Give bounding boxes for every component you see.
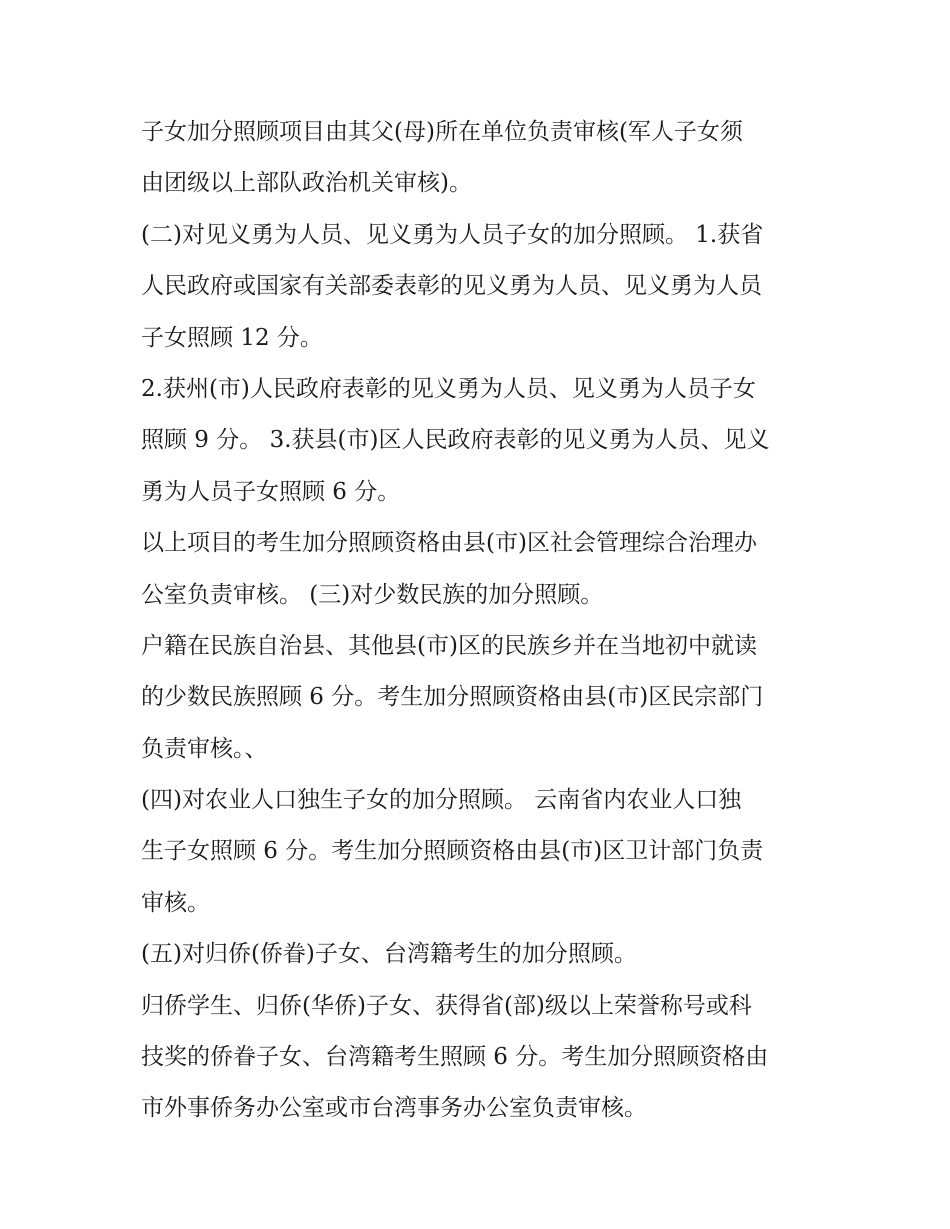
text-line-19: 技奖的侨眷子女、台湾籍考生照顾 6 分。考生加分照顾资格由 (141, 1044, 769, 1071)
text-line-17: (五)对归侨(侨眷)子女、台湾籍考生的加分照顾。 (141, 941, 637, 968)
text-line-7: 照顾 9 分。 3.获县(市)区人民政府表彰的见义勇为人员、见义 (141, 427, 770, 454)
text-line-3: (二)对见义勇为人员、见义勇为人员子女的加分照顾。 1.获省 (141, 221, 764, 248)
text-line-11: 户籍在民族自治县、其他县(市)区的民族乡并在当地初中就读 (141, 632, 757, 659)
text-line-1: 子女加分照顾项目由其父(母)所在单位负责审核(军人子女须 (141, 119, 743, 145)
document-body (141, 107, 821, 1135)
text-line-14: (四)对农业人口独生子女的加分照顾。 云南省内农业人口独 (141, 787, 742, 814)
text-line-13: 负责审核。、 (141, 735, 268, 762)
text-line-9: 以上项目的考生加分照顾资格由县(市)区社会管理综合治理办 (141, 530, 757, 557)
text-line-8: 勇为人员子女照顾 6 分。 (141, 478, 401, 505)
text-line-20: 市外事侨务办公室或市台湾事务办公室负责审核。 (141, 1095, 647, 1122)
text-line-12: 的少数民族照顾 6 分。考生加分照顾资格由县(市)区民宗部门 (141, 684, 764, 711)
text-line-5: 子女照顾 12 分。 (141, 324, 323, 351)
text-line-4: 人民政府或国家有关部委表彰的见义勇为人员、见义勇为人员 (141, 273, 762, 300)
text-line-18: 归侨学生、归侨(华侨)子女、获得省(部)级以上荣誉称号或科 (141, 992, 752, 1019)
text-line-16: 审核。 (141, 889, 210, 916)
text-line-10: 公室负责审核。 (三)对少数民族的加分照顾。 (141, 581, 604, 608)
text-line-6: 2.获州(市)人民政府表彰的见义勇为人员、见义勇为人员子女 (141, 375, 756, 402)
text-line-15: 生子女照顾 6 分。考生加分照顾资格由县(市)区卫计部门负责 (141, 838, 764, 865)
text-line-2: 由团级以上部队政治机关审核)。 (141, 170, 472, 197)
